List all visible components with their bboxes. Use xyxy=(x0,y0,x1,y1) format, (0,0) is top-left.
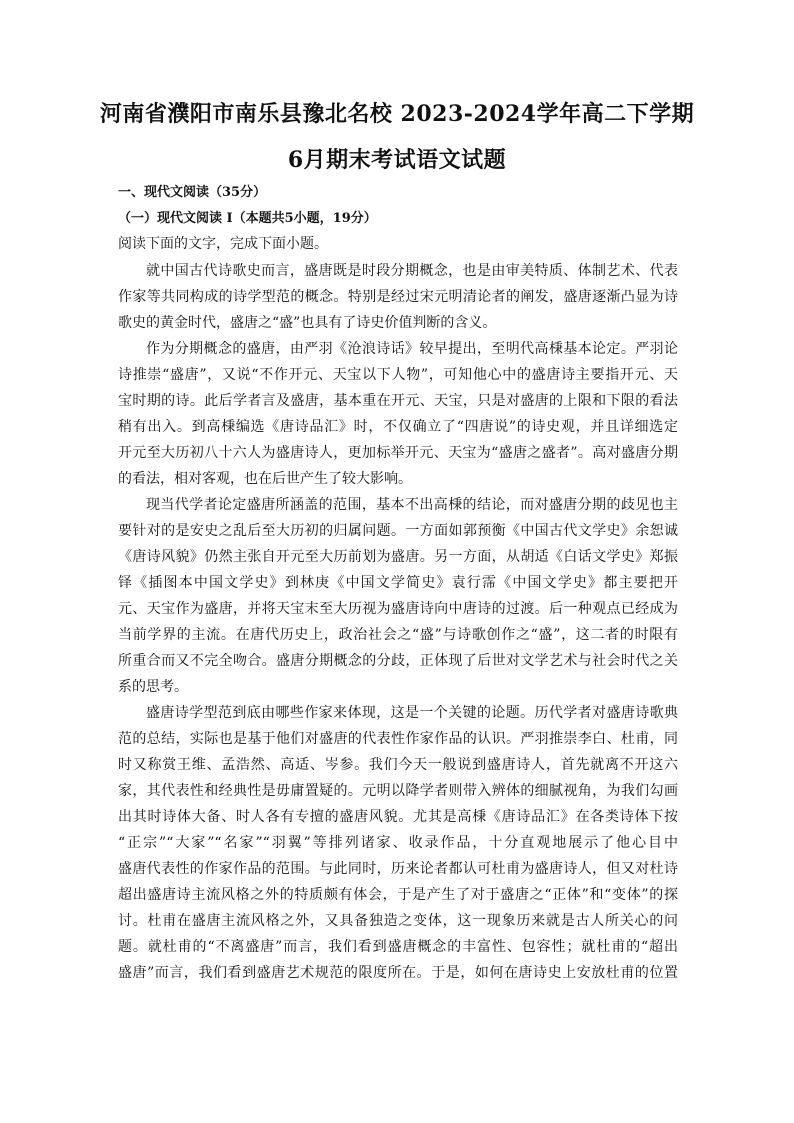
text-line: 超出盛唐诗主流风格之外的特质颇有体会，于是产生了对于盛唐之“正体”和“变体”的探 xyxy=(118,887,678,903)
text-line: 盛唐”而言，我们看到盛唐艺术规范的限度所在。于是，如何在唐诗史上安放杜甫的位置 xyxy=(118,965,678,981)
text-line: 所重合而又不完全吻合。盛唐分期概念的分歧，正体现了后世对文学艺术与社会时代之关 xyxy=(118,653,678,669)
text-line: 宝时期的诗。此后学者言及盛唐，基本重在开元、天宝，只是对盛唐的上限和下限的看法 xyxy=(118,393,678,409)
paragraph xyxy=(118,700,678,986)
text-line: 当前学界的主流。在唐代历史上，政治社会之“盛”与诗歌创作之“盛”，这二者的时限有 xyxy=(118,627,678,643)
text-line: 歌史的黄金时代，盛唐之“盛”也具有了诗史价值判断的含义。 xyxy=(118,315,497,331)
text-line: 范的总结，实际也是基于他们对盛唐的代表性作家作品的认识。严羽推崇李白、杜甫，同 xyxy=(118,731,678,747)
text-line: 讨。杜甫在盛唐主流风格之外，又具备独造之变体，这一现象历来就是古人所关心的问 xyxy=(118,913,678,929)
paragraph xyxy=(118,336,678,492)
reading-passage xyxy=(118,258,678,986)
paragraph xyxy=(118,258,678,336)
page-title-line-1: 河南省濮阳市南乐县豫北名校 2023-2024学年高二下学期 xyxy=(99,101,695,127)
text-line: 盛唐代表性的作家作品的范围。与此同时，历来论者都认可杜甫为盛唐诗人，但又对杜诗 xyxy=(118,861,678,877)
text-line: 铎《插图本中国文学史》到林庚《中国文学简史》袁行霈《中国文学史》都主要把开 xyxy=(118,575,678,591)
text-line: 题。就杜甫的“不离盛唐”而言，我们看到盛唐概念的丰富性、包容性；就杜甫的“超出 xyxy=(118,939,678,955)
text-line: 元、天宝作为盛唐，并将天宝末至大历视为盛唐诗向中唐诗的过渡。后一种观点已经成为 xyxy=(118,601,678,617)
text-line: 现当代学者论定盛唐所涵盖的范围，基本不出高棅的结论，而对盛唐分期的歧见也主 xyxy=(146,497,678,513)
paragraph xyxy=(118,492,678,700)
text-line: 要针对的是安史之乱后至大历初的归属问题。一方面如郭预衡《中国古代文学史》余恕诚 xyxy=(118,523,678,539)
reading-instruction: 阅读下面的文字，完成下面小题。 xyxy=(118,236,328,252)
page-title-line-2: 6月期末考试语文试题 xyxy=(287,147,507,173)
section-heading: 一、现代文阅读（35分） xyxy=(118,185,267,200)
text-line: 开元至大历初八十六人为盛唐诗人，更加标举开元、天宝为“盛唐之盛者”。高对盛唐分期 xyxy=(118,445,678,461)
text-line: 出其时诗体大备、时人各有专擅的盛唐风貌。尤其是高棅《唐诗品汇》在各类诗体下按 xyxy=(118,809,678,825)
subsection-heading: （一）现代文阅读 I（本题共5小题，19分） xyxy=(118,211,377,226)
text-line: 系的思考。 xyxy=(118,679,188,695)
text-line: 时又称赏王维、孟浩然、高适、岑参。我们今天一般说到盛唐诗人，首先就离不开这六 xyxy=(118,757,678,773)
text-line: 就中国古代诗歌史而言，盛唐既是时段分期概念，也是由审美特质、体制艺术、代表 xyxy=(146,263,678,279)
text-line: 《唐诗风貌》仍然主张自开元至大历前划为盛唐。另一方面，从胡适《白话文学史》郑振 xyxy=(118,549,678,565)
text-line: 盛唐诗学型范到底由哪些作家来体现，这是一个关键的论题。历代学者对盛唐诗歌典 xyxy=(146,705,678,721)
text-line: 作为分期概念的盛唐，由严羽《沧浪诗话》较早提出，至明代高棅基本论定。严羽论 xyxy=(146,341,678,357)
text-line: “正宗”“大家”“名家”“羽翼”等排列诸家、收录作品，十分直观地展示了他心目中 xyxy=(118,835,678,851)
text-line: 家，其代表性和经典性是毋庸置疑的。元明以降学者则带入辨体的细腻视角，为我们勾画 xyxy=(118,783,678,799)
text-line: 稍有出入。到高棅编选《唐诗品汇》时，不仅确立了“四唐说”的诗史观，并且详细选定 xyxy=(118,419,678,435)
text-line: 作家等共同构成的诗学型范的概念。特别是经过宋元明清论者的阐发，盛唐逐渐凸显为诗 xyxy=(118,289,678,305)
text-line: 的看法，相对客观，也在后世产生了较大影响。 xyxy=(118,471,412,487)
text-line: 诗推崇“盛唐”，又说“不作开元、天宝以下人物”，可知他心中的盛唐诗主要指开元、天 xyxy=(118,367,678,383)
